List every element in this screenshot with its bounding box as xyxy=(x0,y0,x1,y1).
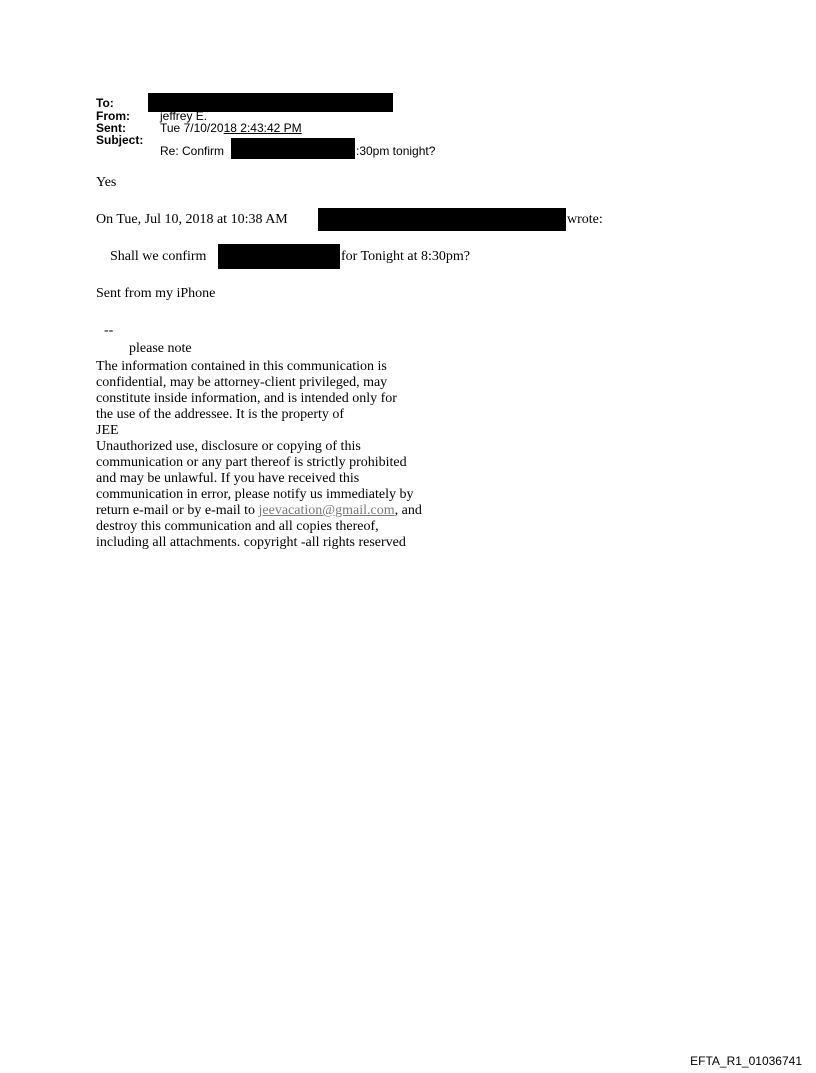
disclaimer-block xyxy=(96,359,496,551)
sent-value xyxy=(160,122,302,134)
from-value: jeffrey E. xyxy=(160,109,208,123)
disclaimer-line: confidential, may be attorney-client privileged, may xyxy=(96,375,388,390)
document-id: EFTA_R1_01036741 xyxy=(690,1054,802,1068)
disclaimer-line: and may be unlawful. If you have received this xyxy=(96,471,360,486)
email-link[interactable]: jeevacation@gmail.com xyxy=(258,503,395,518)
signature-dashes: -- xyxy=(104,323,114,338)
disclaimer-line: constitute inside information, and is intended only for xyxy=(96,391,397,406)
disclaimer-email-line xyxy=(96,503,496,519)
email-suffix: , and xyxy=(394,503,422,518)
signature-text: Sent from my iPhone xyxy=(96,286,216,301)
sent-value-part-b: 18 2:43:42 PM xyxy=(223,121,302,135)
quote-line-suffix: for Tonight at 8:30pm? xyxy=(341,249,471,264)
quote-intro-prefix: On Tue, Jul 10, 2018 at 10:38 AM xyxy=(96,212,288,227)
disclaimer-line: the use of the addressee. It is the property of xyxy=(96,407,345,422)
disclaimer-line: communication in error, please notify us immediately by xyxy=(96,487,414,502)
disclaimer-line: destroy this communication and all copies thereof, xyxy=(96,519,379,534)
subject-suffix: :30pm tonight? xyxy=(356,144,436,158)
email-prefix: return e-mail or by e-mail to xyxy=(96,503,259,518)
disclaimer-line: Unauthorized use, disclosure or copying of this xyxy=(96,439,361,454)
disclaimer-line: communication or any part thereof is strictly prohibited xyxy=(96,455,407,470)
from-label: From: xyxy=(96,109,130,123)
reply-text: Yes xyxy=(96,175,117,190)
sent-label: Sent: xyxy=(96,121,126,135)
to-label: To: xyxy=(96,96,114,110)
redaction-subject xyxy=(231,138,355,159)
please-note-text: please note xyxy=(129,341,192,356)
sent-value-part-a: Tue 7/10/20 xyxy=(160,121,224,135)
redaction-quote xyxy=(218,244,340,269)
quote-intro-suffix: wrote: xyxy=(567,212,603,227)
disclaimer-line: The information contained in this communication is xyxy=(96,359,387,374)
quote-line-prefix: Shall we confirm xyxy=(110,249,207,264)
redaction-sender xyxy=(318,208,566,231)
subject-label: Subject: xyxy=(96,133,144,147)
subject-prefix: Re: Confirm xyxy=(160,144,225,158)
disclaimer-line: JEE xyxy=(96,423,119,438)
disclaimer-line: including all attachments. copyright -all rights reserved xyxy=(96,535,406,550)
